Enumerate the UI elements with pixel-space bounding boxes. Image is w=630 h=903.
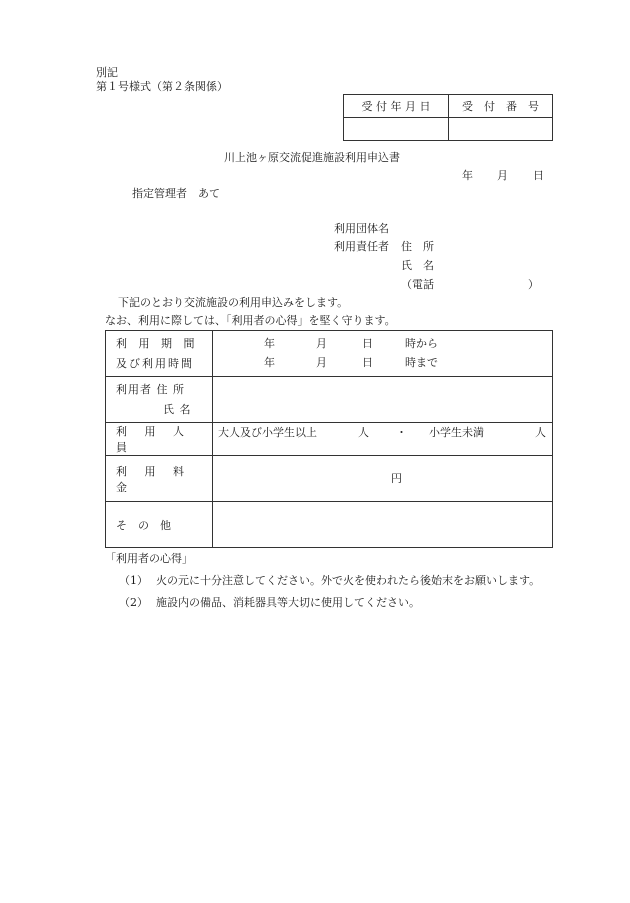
children-label: 小学生未満 (429, 426, 484, 439)
user-label-cell (106, 377, 213, 423)
rule-1-number: （1） (119, 574, 148, 587)
name-label: 氏 名 (401, 259, 434, 272)
reception-date-label: 受 付 年 月 日 (344, 95, 449, 118)
user-name-label: 氏 名 (163, 402, 192, 416)
intro-line-1: 下記のとおり交流施設の利用申込みをします。 (118, 296, 349, 309)
other-label: そ の 他 (106, 502, 213, 548)
responsible-person-label: 利用責任者 (334, 240, 389, 253)
address-label: 住 所 (401, 240, 434, 253)
to-day: 日 (362, 355, 373, 369)
user-value-cell[interactable] (213, 377, 553, 423)
from-year: 年 (264, 336, 275, 350)
reception-number-label: 受 付 番 号 (449, 95, 553, 118)
from-day: 日 (362, 336, 373, 350)
rules-heading: 「利用者の心得」 (105, 552, 193, 565)
phone-close-label: ） (528, 278, 539, 291)
fee-value-cell[interactable] (213, 456, 553, 502)
period-label-cell (106, 331, 213, 377)
attachment-label: 別記 (96, 66, 118, 79)
to-year: 年 (264, 355, 275, 369)
adults-label: 大人及び小学生以上 (218, 426, 317, 439)
to-time: 時まで (405, 355, 438, 369)
reception-number-field[interactable] (449, 118, 553, 141)
addressee: 指定管理者 あて (132, 187, 220, 200)
period-label-1: 利 用 期 間 (116, 336, 199, 350)
date-day-label: 日 (533, 169, 544, 182)
from-month: 月 (316, 336, 327, 350)
date-year-label: 年 (462, 169, 473, 182)
period-label-2: 及び利用時間 (116, 356, 194, 370)
adults-unit: 人 (358, 426, 369, 439)
yen-label: 円 (391, 472, 402, 485)
people-label: 利 用 人 員 (106, 423, 213, 456)
fee-label: 利 用 料 金 (106, 456, 213, 502)
rule-2-number: （2） (119, 596, 148, 609)
intro-line-2: なお、利用に際しては、「利用者の心得」を堅く守ります。 (105, 314, 396, 327)
application-form-table (105, 330, 553, 548)
period-value-cell[interactable] (213, 331, 553, 377)
phone-open-label: （電話 (401, 278, 434, 291)
document-title: 川上池ヶ原交流促進施設利用申込書 (224, 151, 400, 164)
people-value-cell[interactable] (213, 423, 553, 456)
date-month-label: 月 (497, 169, 508, 182)
people-separator: ・ (396, 426, 407, 439)
form-number: 第１号様式（第２条関係） (96, 80, 228, 93)
reception-box (343, 94, 553, 141)
rule-1-text: 火の元に十分注意してください。外で火を使われたら後始末をお願いします。 (156, 574, 541, 587)
user-address-label: 利用者 住 所 (116, 382, 185, 396)
from-time: 時から (405, 336, 438, 350)
rule-2-text: 施設内の備品、消耗器具等大切に使用してください。 (156, 596, 420, 609)
other-value-cell[interactable] (213, 502, 553, 548)
reception-date-field[interactable] (344, 118, 449, 141)
org-name-label: 利用団体名 (334, 222, 389, 235)
to-month: 月 (316, 355, 327, 369)
children-unit: 人 (535, 426, 546, 439)
